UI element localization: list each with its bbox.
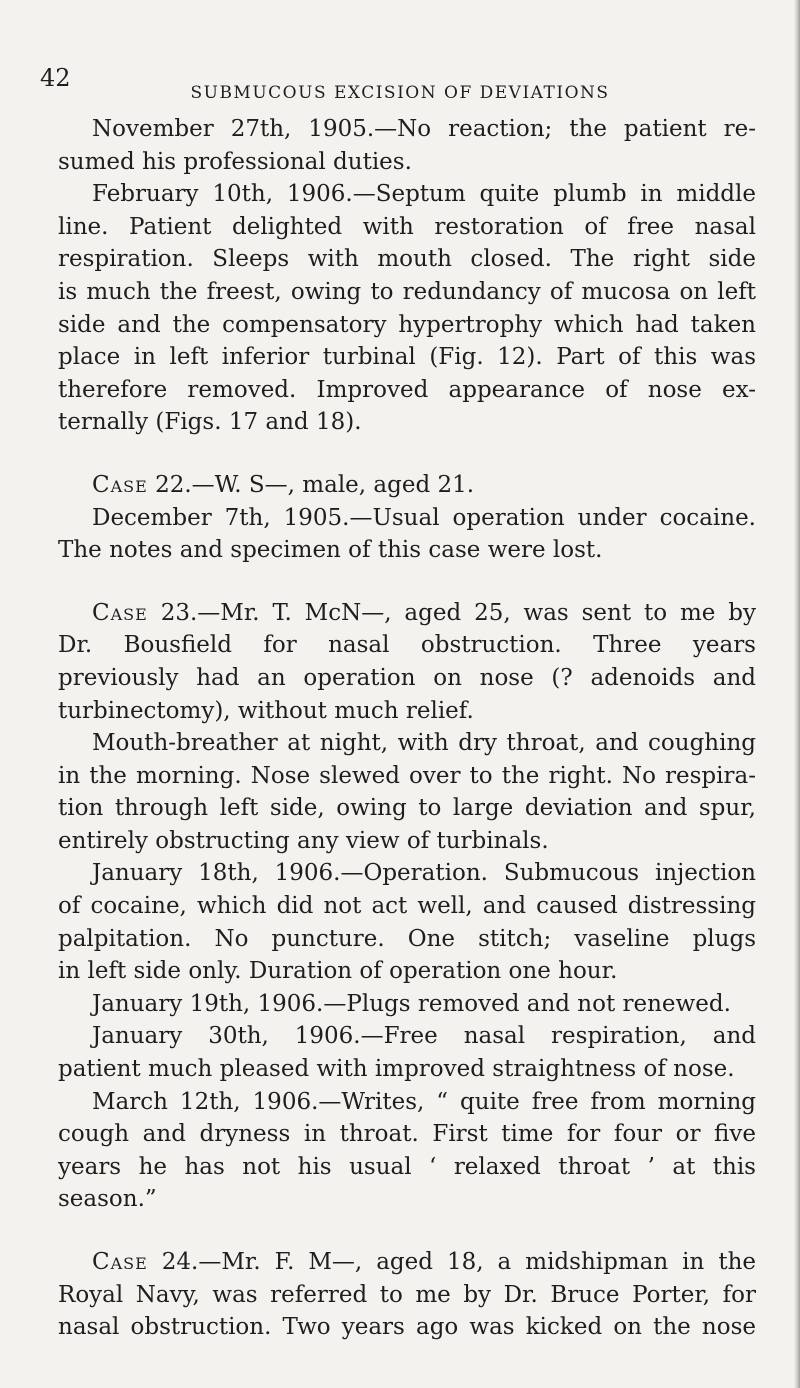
paragraph	[58, 502, 756, 567]
text-line: November 27th, 1905.—No reaction; the patient re-	[92, 116, 756, 142]
text-line: nasal obstruction. Two years ago was kicked on the nose	[58, 1314, 756, 1341]
text-line: January 19th, 1906.—Plugs removed and not renewed.	[92, 990, 731, 1017]
paragraph	[58, 727, 756, 857]
body-text	[58, 113, 756, 1344]
text-line-content: 24.—Mr. F. M—, aged 18, a midshipman in the	[147, 1249, 756, 1275]
text-line: February 10th, 1906.—Septum quite plumb in middle	[92, 181, 756, 208]
paragraph-gap	[58, 439, 756, 469]
text-line: season.”	[58, 1186, 157, 1213]
case-paragraph	[58, 469, 756, 502]
text-line: Mouth-breather at night, with dry throat, and coughing	[92, 730, 756, 757]
running-title: SUBMUCOUS EXCISION OF DEVIATIONS	[190, 83, 610, 103]
text-line: previously had an operation on nose (? adenoids and	[58, 664, 756, 691]
text-line: palpitation. No puncture. One stitch; vaseline plugs	[58, 925, 756, 952]
text-line-content: 23.—Mr. T. McN—, aged 25, was sent to me by	[147, 599, 756, 626]
page-number: 42	[40, 64, 71, 92]
paragraph	[58, 857, 756, 987]
text-line: Dr. Bousfield for nasal obstruction. Three years	[58, 632, 756, 659]
text-line	[58, 597, 756, 630]
text-line: years he has not his usual ‘ relaxed throat ’ at this	[58, 1153, 756, 1180]
case-label: Case	[92, 1249, 148, 1275]
text-line: January 18th, 1906.—Operation. Submucous injection	[92, 860, 756, 887]
paragraph	[58, 178, 756, 439]
text-line: ternally (Figs. 17 and 18).	[58, 409, 362, 436]
case-label: Case	[92, 471, 148, 498]
text-line: side and the compensatory hypertrophy which had taken	[58, 311, 756, 338]
text-line-content: 22.—W. S—, male, aged 21.	[147, 471, 475, 498]
text-line: in the morning. Nose slewed over to the right. No respira-	[58, 762, 756, 789]
text-line: of cocaine, which did not act well, and caused distressing	[58, 893, 756, 920]
paragraph	[58, 1020, 756, 1085]
text-line: cough and dryness in throat. First time for four or five	[58, 1121, 756, 1148]
text-line: tion through left side, owing to large deviation and spur,	[58, 795, 756, 822]
paragraph	[58, 988, 756, 1021]
paragraph-gap	[58, 567, 756, 597]
text-line: therefore removed. Improved appearance of nose ex-	[58, 376, 756, 403]
text-line: sumed his professional duties.	[58, 148, 412, 175]
page-edge-shadow	[794, 0, 800, 1388]
text-line: is much the freest, owing to redundancy of mucosa on left	[58, 278, 756, 305]
text-line: The notes and specimen of this case were lost.	[58, 537, 603, 564]
text-line	[58, 469, 756, 502]
text-line: turbinectomy), without much relief.	[58, 697, 474, 724]
text-line: January 30th, 1906.—Free nasal respiration, and	[92, 1023, 756, 1050]
paragraph	[58, 113, 756, 178]
paragraph-gap	[58, 1216, 756, 1246]
text-line: patient much pleased with improved straightness of nose.	[58, 1056, 735, 1083]
paragraph	[58, 1086, 756, 1216]
case-label: Case	[92, 599, 148, 626]
text-line: December 7th, 1905.—Usual operation under cocaine.	[92, 504, 756, 531]
text-line: entirely obstructing any view of turbinals.	[58, 827, 549, 854]
text-line: March 12th, 1906.—Writes, “ quite free from morning	[92, 1088, 756, 1115]
text-line: place in left inferior turbinal (Fig. 12). Part of this was	[58, 344, 756, 371]
text-line: Royal Navy, was referred to me by Dr. Bruce Porter, for	[58, 1281, 756, 1308]
text-line: respiration. Sleeps with mouth closed. The right side	[58, 246, 756, 273]
text-line	[58, 1246, 756, 1279]
text-line: line. Patient delighted with restoration of free nasal	[58, 213, 756, 240]
case-paragraph	[58, 1246, 756, 1344]
text-line: in left side only. Duration of operation one hour.	[58, 958, 618, 985]
case-paragraph	[58, 597, 756, 727]
